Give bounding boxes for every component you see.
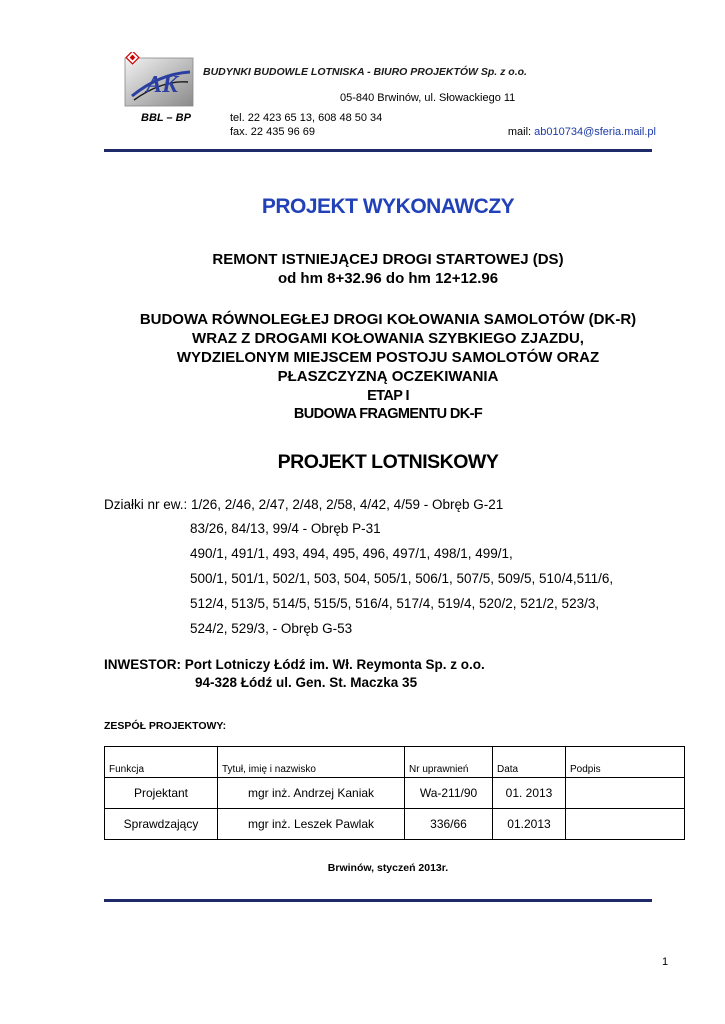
table-row [105, 778, 685, 809]
budowa-line: PŁASZCZYZNĄ OCZEKIWANIA [277, 368, 499, 385]
plots-line: 512/4, 513/5, 514/5, 515/5, 516/4, 517/4, 519/4, 520/2, 521/2, 523/3, [190, 596, 600, 611]
remont-title [104, 250, 672, 288]
company-fax: fax. 22 435 96 69 [230, 126, 316, 138]
remont-line: REMONT ISTNIEJĄCEJ DROGI STARTOWEJ (DS) [212, 251, 564, 268]
budowa-line: WRAZ Z DROGAMI KOŁOWANIA SZYBKIEGO ZJAZDU, [192, 330, 584, 347]
stage-title [104, 387, 672, 423]
table-header-cell: Data [493, 747, 566, 778]
company-name: BUDYNKI BUDOWLE LOTNISKA - BIURO PROJEKTÓW Sp. z o.o. [203, 66, 527, 78]
investor-colon: : [176, 657, 182, 672]
company-address: 05-840 Brwinów, ul. Słowackiego 11 [340, 92, 516, 104]
signature-cell [566, 809, 685, 840]
plots-line: Działki nr ew.: 1/26, 2/46, 2/47, 2/48, 2/58, 4/42, 4/59 - Obręb G-21 [104, 497, 504, 512]
table-cell: 01.2013 [493, 809, 566, 840]
table-cell: Wa-211/90 [405, 778, 493, 809]
table-header-cell: Funkcja [105, 747, 218, 778]
email-link[interactable]: ab010734@sferia.mail.pl [534, 126, 656, 138]
signature-cell [566, 778, 685, 809]
fragment-label: BUDOWA FRAGMENTU DK-F [293, 406, 483, 422]
table-header-cell: Podpis [566, 747, 685, 778]
company-phone: tel. 22 423 65 13, 608 48 50 34 [230, 112, 383, 124]
table-cell: Sprawdzający [105, 809, 218, 840]
table-header-cell: Nr uprawnień [405, 747, 493, 778]
team-heading: ZESPÓŁ PROJEKTOWY: [104, 720, 227, 732]
investor-block [104, 656, 485, 692]
company-abbr: BBL – BP [141, 112, 191, 124]
table-cell: 336/66 [405, 809, 493, 840]
plots-line: 83/26, 84/13, 99/4 - Obręb P-31 [190, 521, 381, 536]
table-cell: mgr inż. Andrzej Kaniak [218, 778, 405, 809]
stage-label: ETAP I [367, 388, 409, 404]
document-title: PROJEKT WYKONAWCZY [261, 195, 515, 218]
budowa-line: WYDZIELONYM MIEJSCEM POSTOJU SAMOLOTÓW ORAZ [176, 349, 600, 366]
budowa-title [104, 310, 672, 386]
team-table [104, 746, 685, 840]
plots-line: 500/1, 501/1, 502/1, 503, 504, 505/1, 506/1, 507/5, 509/5, 510/4,511/6, [190, 571, 614, 586]
table-cell: Projektant [105, 778, 218, 809]
investor-name: Port Lotniczy Łódź im. Wł. Reymonta Sp. z o.o. [184, 657, 485, 672]
table-header-row [105, 747, 685, 778]
table-cell: 01. 2013 [493, 778, 566, 809]
plots-line: 490/1, 491/1, 493, 494, 495, 496, 497/1, 498/1, 499/1, [190, 546, 513, 561]
plots-line: 524/2, 529/3, - Obręb G-53 [190, 621, 353, 636]
budowa-line: BUDOWA RÓWNOLEGŁEJ DROGI KOŁOWANIA SAMOLOTÓW (DK-R) [139, 311, 637, 328]
investor-label: INWESTOR [104, 657, 177, 672]
mail-label: mail: [507, 126, 532, 138]
page-number: 1 [662, 956, 669, 968]
table-header-cell: Tytuł, imię i nazwisko [218, 747, 405, 778]
table-cell: mgr inż. Leszek Pawlak [218, 809, 405, 840]
place-date: Brwinów, styczeń 2013r. [327, 862, 449, 874]
remont-line: od hm 8+32.96 do hm 12+12.96 [277, 270, 499, 287]
footer-divider [104, 899, 652, 902]
section-title: PROJEKT LOTNISKOWY [277, 451, 499, 473]
company-mail [508, 126, 656, 138]
svg-text:AK: AK [146, 72, 179, 98]
investor-address: 94-328 Łódź ul. Gen. St. Maczka 35 [195, 675, 418, 690]
table-row [105, 809, 685, 840]
header-divider [104, 149, 652, 152]
company-logo [124, 52, 194, 107]
